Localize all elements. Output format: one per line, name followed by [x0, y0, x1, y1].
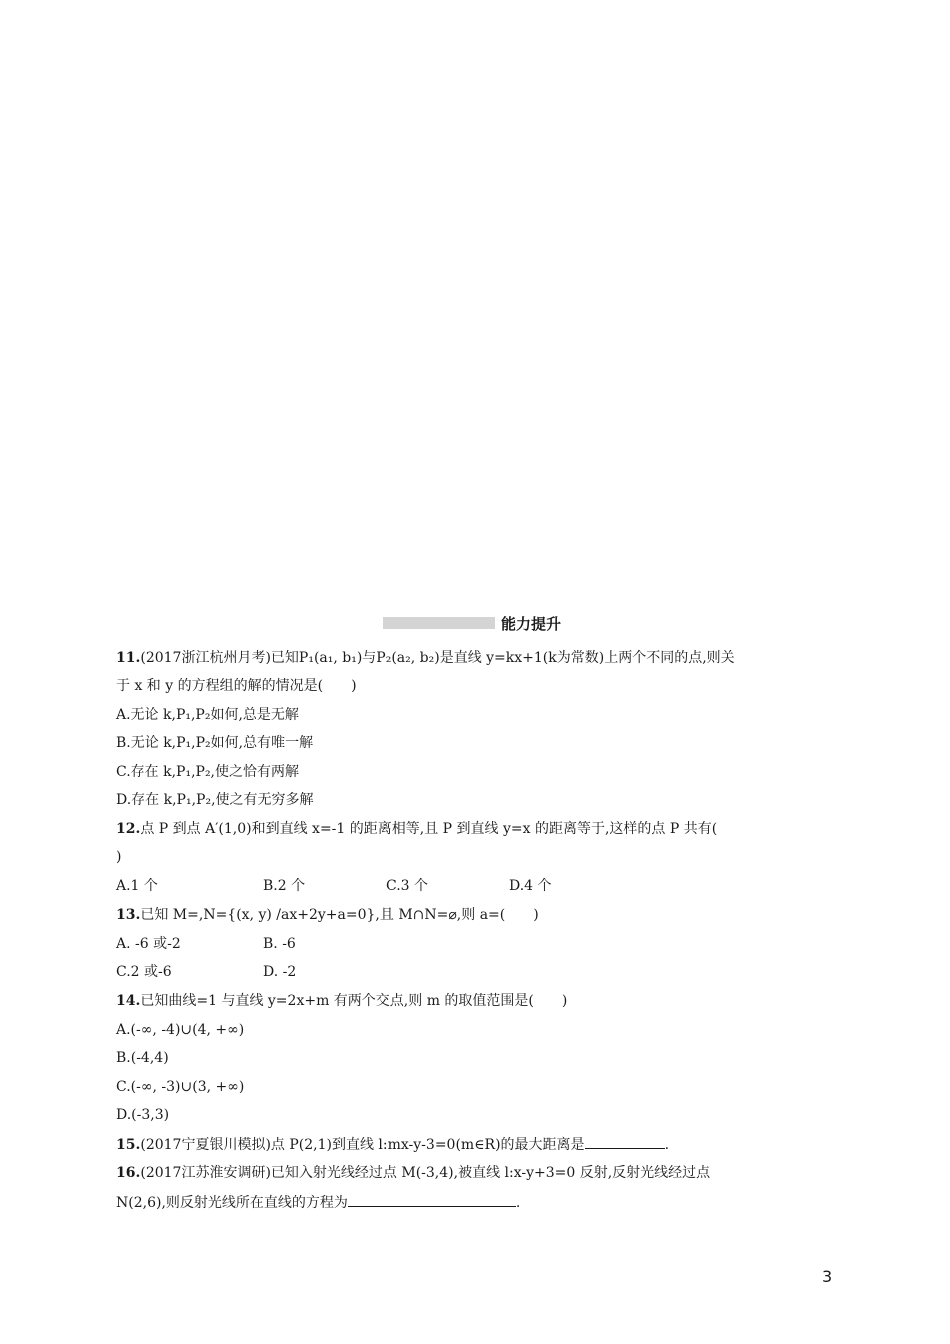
q16-number: 16. — [116, 1165, 141, 1181]
q12-text1: 点 P 到点 A′(1,0)和到直线 x=-1 的距离相等,且 P 到直线 y=x 的距离等于,这样的点 P 共有( — [140, 821, 718, 837]
q16-line1 — [116, 1163, 710, 1183]
q15-text1: (2017宁夏银川模拟)点 P(2,1)到直线 l:mx-y-3=0(m∈R)的最大距离是 — [140, 1137, 585, 1153]
q13-text1: 已知 M=,N={(x, y) /ax+2y+a=0},且 M∩N=⌀,则 a=( ) — [140, 907, 539, 923]
q16-line2 — [116, 1192, 520, 1213]
q15-line1 — [116, 1134, 669, 1155]
q11-option-b: B.无论 k,P₁,P₂如何,总有唯一解 — [116, 735, 314, 751]
q14-number: 14. — [116, 993, 141, 1009]
q13-option-d: D. -2 — [263, 964, 297, 980]
q13-option-b: B. -6 — [263, 936, 296, 952]
q16-answer-blank[interactable] — [348, 1192, 516, 1207]
q16-text2: N(2,6),则反射光线所在直线的方程为 — [116, 1195, 348, 1211]
q13-option-a: A. -6 或-2 — [116, 936, 181, 952]
q14-option-a: A.(-∞, -4)∪(4, +∞) — [116, 1022, 245, 1038]
q11-text1: (2017浙江杭州月考)已知P₁(a₁, b₁)与P₂(a₂, b₂)是直线 y=kx+1(k为常数)上两个不同的点,则关 — [140, 650, 735, 666]
q12-line2: ) — [116, 849, 122, 865]
section-bar — [383, 617, 495, 629]
q14-text1: 已知曲线=1 与直线 y=2x+m 有两个交点,则 m 的取值范围是( ) — [140, 993, 568, 1009]
q11-option-d: D.存在 k,P₁,P₂,使之有无穷多解 — [116, 792, 314, 808]
q12-option-c: C.3 个 — [386, 878, 429, 894]
q12-option-a: A.1 个 — [116, 878, 158, 894]
section-header — [383, 612, 561, 634]
q14-line1 — [116, 991, 567, 1011]
q15-answer-blank[interactable] — [585, 1134, 665, 1149]
q11-option-a: A.无论 k,P₁,P₂如何,总是无解 — [116, 707, 299, 723]
q13-number: 13. — [116, 907, 141, 923]
q12-number: 12. — [116, 821, 141, 837]
q11-option-c: C.存在 k,P₁,P₂,使之恰有两解 — [116, 764, 300, 780]
q11-line1 — [116, 648, 735, 668]
q11-line2: 于 x 和 y 的方程组的解的情况是( ) — [116, 678, 357, 694]
q16-end: . — [515, 1195, 521, 1211]
q15-end: . — [664, 1137, 670, 1153]
q14-option-d: D.(-3,3) — [116, 1107, 170, 1123]
section-title: 能力提升 — [501, 614, 562, 633]
q15-number: 15. — [116, 1137, 141, 1153]
q12-option-d: D.4 个 — [509, 878, 552, 894]
page-number: 3 — [822, 1267, 833, 1286]
q13-option-c: C.2 或-6 — [116, 964, 172, 980]
q14-option-b: B.(-4,4) — [116, 1050, 169, 1066]
q12-line1 — [116, 819, 717, 839]
q16-text1: (2017江苏淮安调研)已知入射光线经过点 M(-3,4),被直线 l:x-y+3=0 反射,反射光线经过点 — [140, 1165, 711, 1181]
q14-option-c: C.(-∞, -3)∪(3, +∞) — [116, 1079, 245, 1095]
q13-line1 — [116, 905, 539, 925]
q11-number: 11. — [116, 650, 141, 666]
q12-option-b: B.2 个 — [263, 878, 306, 894]
